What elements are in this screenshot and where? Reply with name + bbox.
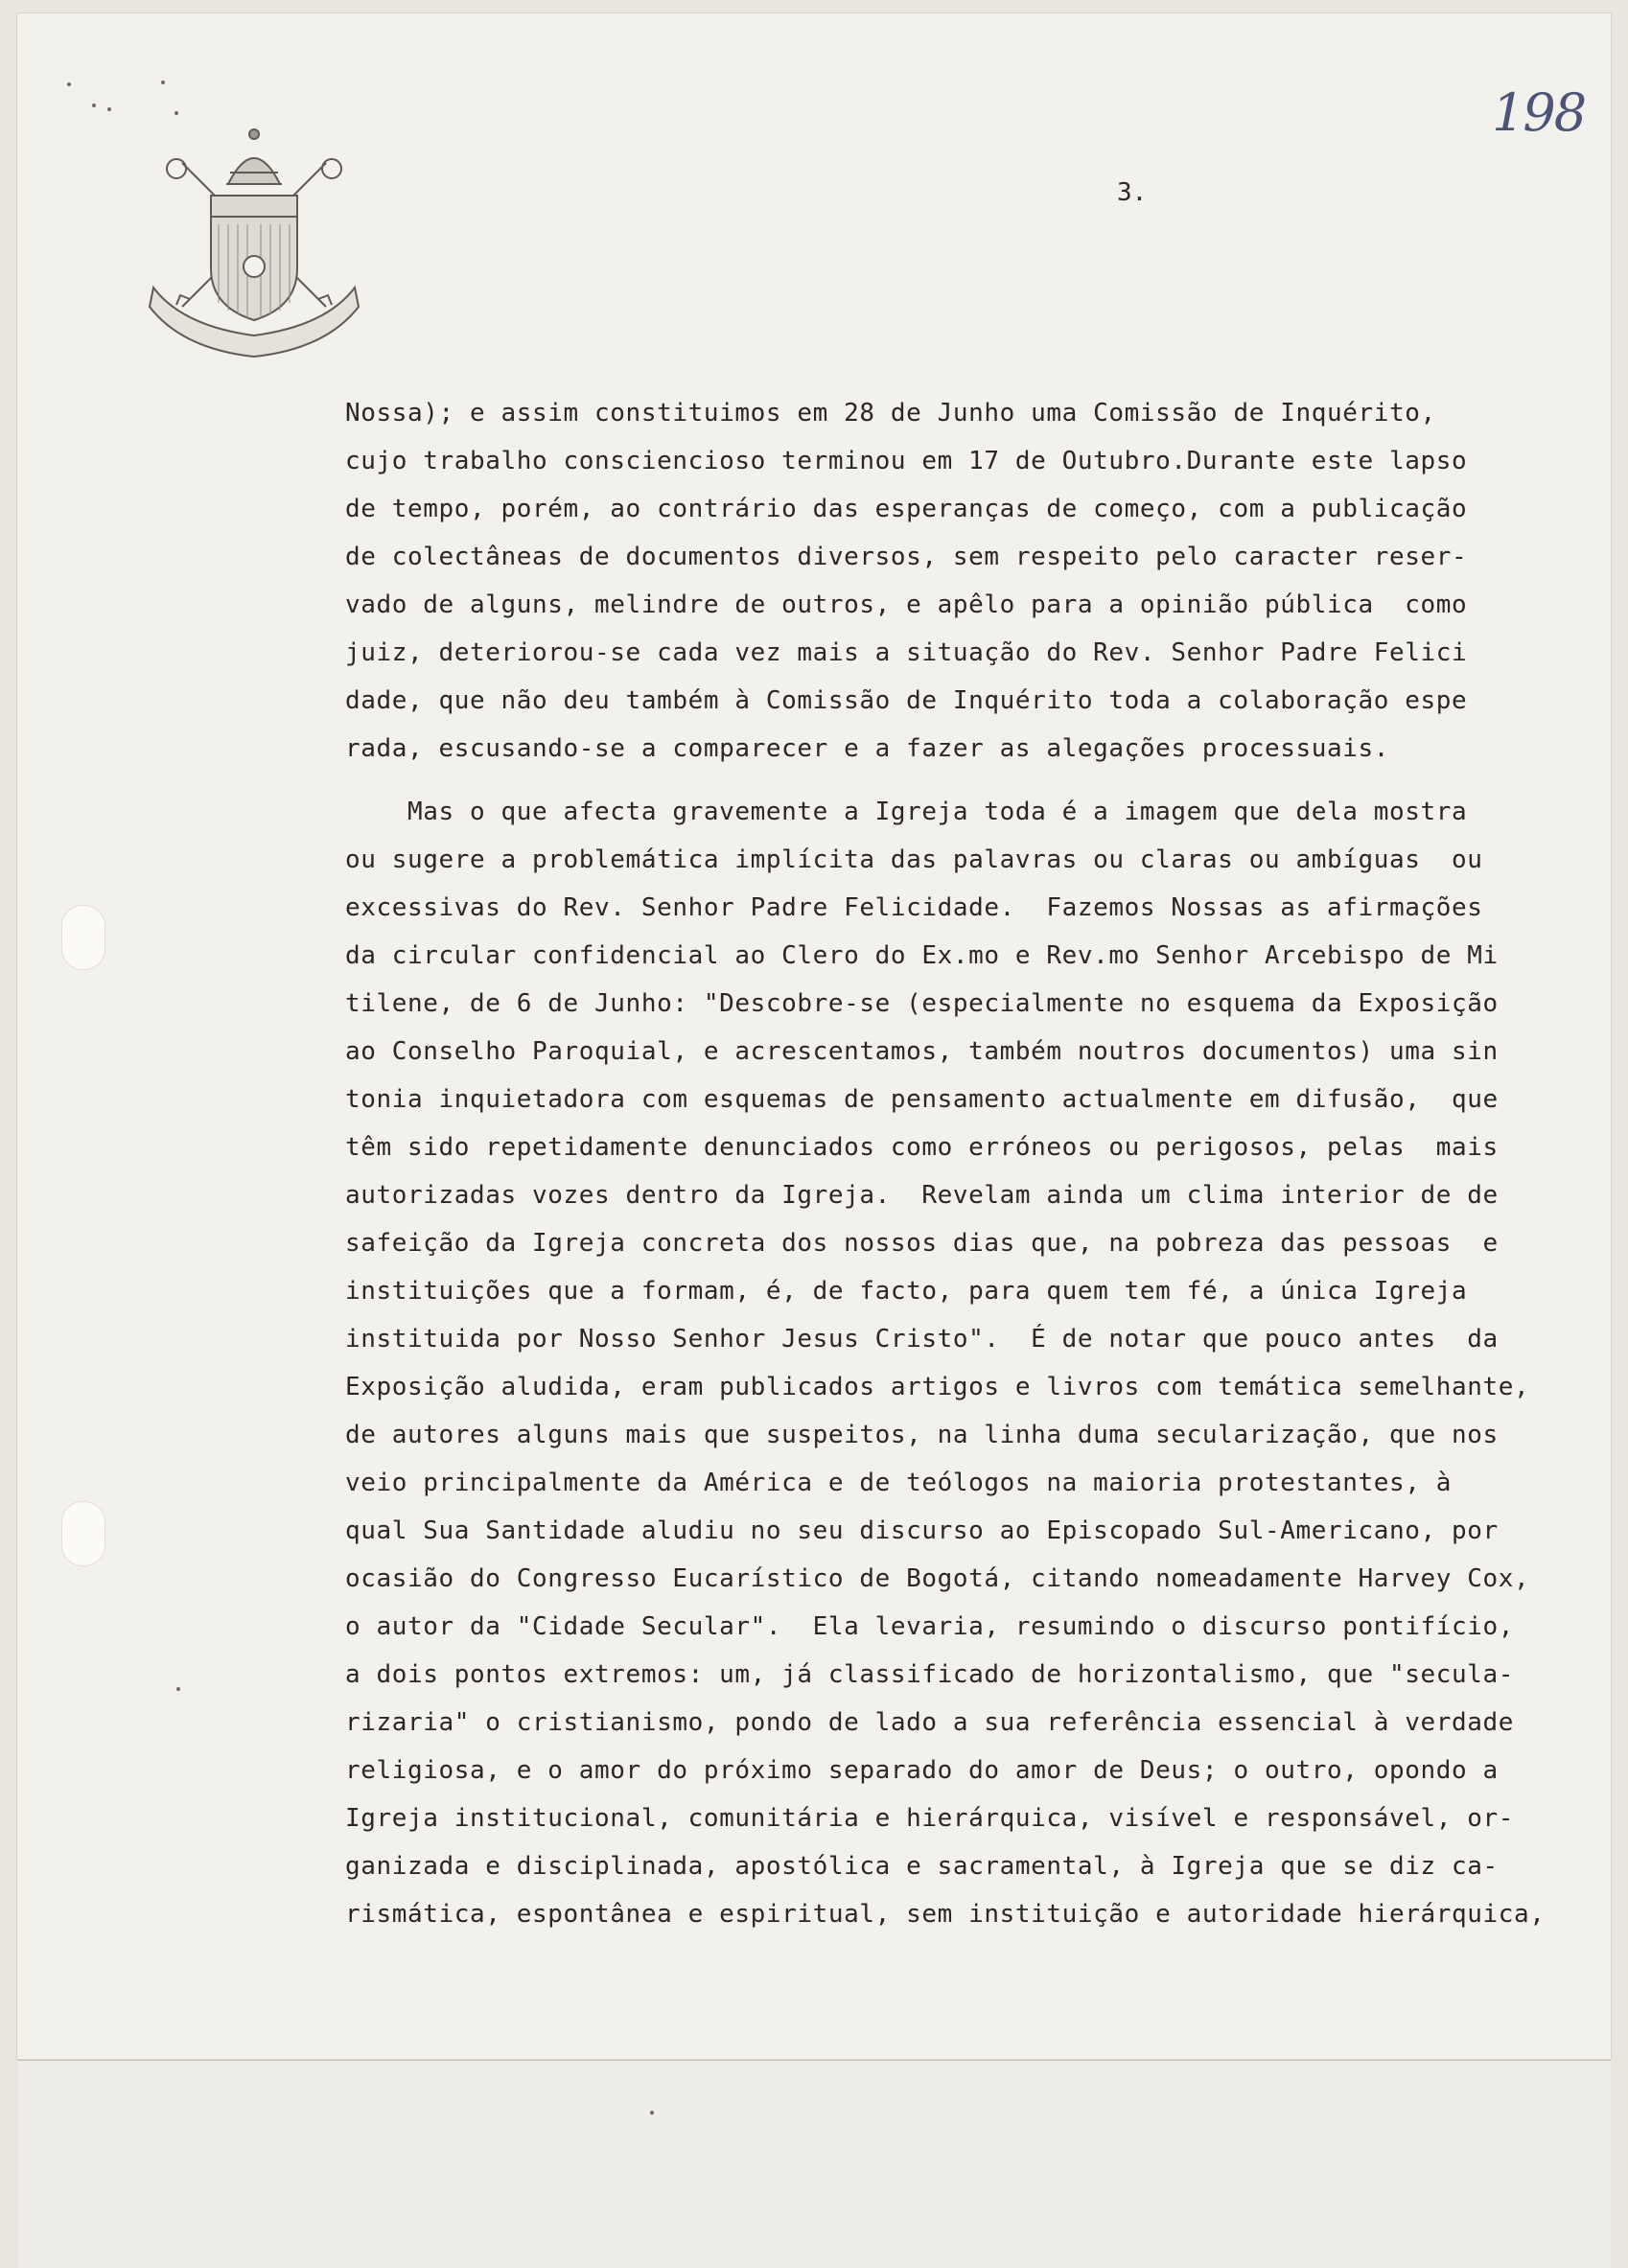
text-line: religiosa, e o amor do próximo separado do amor de Deus; o outro, opondo a — [345, 1756, 1499, 1785]
text-line: safeição da Igreja concreta dos nossos dias que, na pobreza das pessoas e — [345, 1229, 1499, 1258]
text-line: instituida por Nosso Senhor Jesus Cristo". É de notar que pouco antes da — [345, 1325, 1499, 1354]
text-line: têm sido repetidamente denunciados como erróneos ou perigosos, pelas mais — [345, 1133, 1499, 1162]
scan-background — [17, 2059, 1611, 2268]
text-line: excessivas do Rev. Senhor Padre Felicidade. Fazemos Nossas as afirmações — [345, 893, 1483, 922]
speck — [161, 81, 165, 84]
text-line: Nossa); e assim constituimos em 28 de Junho uma Comissão de Inquérito, — [345, 399, 1436, 428]
text-line: vado de alguns, melindre de outros, e apêlo para a opinião pública como — [345, 590, 1468, 619]
text-line: de autores alguns mais que suspeitos, na linha duma secularização, que nos — [345, 1421, 1499, 1449]
letter-body — [345, 389, 1582, 1938]
text-line: rismática, espontânea e espiritual, sem instituição e autoridade hierárquica, — [345, 1900, 1546, 1929]
paragraph-2 — [345, 788, 1582, 1938]
text-line: qual Sua Santidade aludiu no seu discurso ao Episcopado Sul-Americano, por — [345, 1516, 1499, 1545]
text-line: cujo trabalho consciencioso terminou em 17 de Outubro.Durante este lapso — [345, 447, 1468, 475]
text-line: ao Conselho Paroquial, e acrescentamos, também noutros documentos) uma sin — [345, 1037, 1499, 1066]
text-line: tonia inquietadora com esquemas de pensamento actualmente em difusão, que — [345, 1085, 1499, 1114]
punch-hole-top — [61, 905, 105, 970]
text-line: ganizada e disciplinada, apostólica e sacramental, à Igreja que se diz ca- — [345, 1852, 1499, 1881]
papal-coat-of-arms-icon — [144, 125, 364, 364]
speck — [107, 107, 111, 111]
text-line: Mas o que afecta gravemente a Igreja toda é a imagem que dela mostra — [345, 798, 1468, 826]
text-line: a dois pontos extremos: um, já classificado de horizontalismo, que "secula- — [345, 1660, 1514, 1689]
text-line: veio principalmente da América e de teólogos na maioria protestantes, à — [345, 1469, 1452, 1497]
speck — [92, 104, 96, 107]
text-line: Igreja institucional, comunitária e hierárquica, visível e responsável, or- — [345, 1804, 1514, 1833]
text-line: o autor da "Cidade Secular". Ela levaria, resumindo o discurso pontifício, — [345, 1612, 1514, 1641]
speck — [67, 82, 71, 86]
text-line: autorizadas vozes dentro da Igreja. Revelam ainda um clima interior de de — [345, 1181, 1499, 1210]
text-line: Exposição aludida, eram publicados artigos e livros com temática semelhante, — [345, 1373, 1530, 1401]
text-line: instituições que a formam, é, de facto, para quem tem fé, a única Igreja — [345, 1277, 1468, 1306]
text-line: ocasião do Congresso Eucarístico de Bogotá, citando nomeadamente Harvey Cox, — [345, 1564, 1530, 1593]
text-line: de tempo, porém, ao contrário das esperanças de começo, com a publicação — [345, 495, 1468, 523]
text-line: da circular confidencial ao Clero do Ex.mo e Rev.mo Senhor Arcebispo de Mi — [345, 941, 1499, 970]
text-line: juiz, deteriorou-se cada vez mais a situação do Rev. Senhor Padre Felici — [345, 638, 1468, 667]
page-number: 3. — [1117, 178, 1148, 207]
punch-hole-bottom — [61, 1501, 105, 1566]
paragraph-1 — [345, 389, 1582, 773]
speck — [174, 111, 178, 115]
text-line: de colectâneas de documentos diversos, sem respeito pelo caracter reser- — [345, 543, 1468, 571]
text-line: dade, que não deu também à Comissão de Inquérito toda a colaboração espe — [345, 686, 1468, 715]
speck — [176, 1687, 180, 1691]
paragraph-gap — [345, 773, 1582, 788]
folio-number: 198 — [1492, 82, 1586, 143]
text-line: rizaria" o cristianismo, pondo de lado a sua referência essencial à verdade — [345, 1708, 1514, 1737]
text-line: tilene, de 6 de Junho: "Descobre-se (especialmente no esquema da Exposição — [345, 989, 1499, 1018]
speck — [650, 2111, 654, 2115]
text-line: rada, escusando-se a comparecer e a fazer as alegações processuais. — [345, 734, 1389, 763]
text-line: ou sugere a problemática implícita das palavras ou claras ou ambíguas ou — [345, 845, 1483, 874]
